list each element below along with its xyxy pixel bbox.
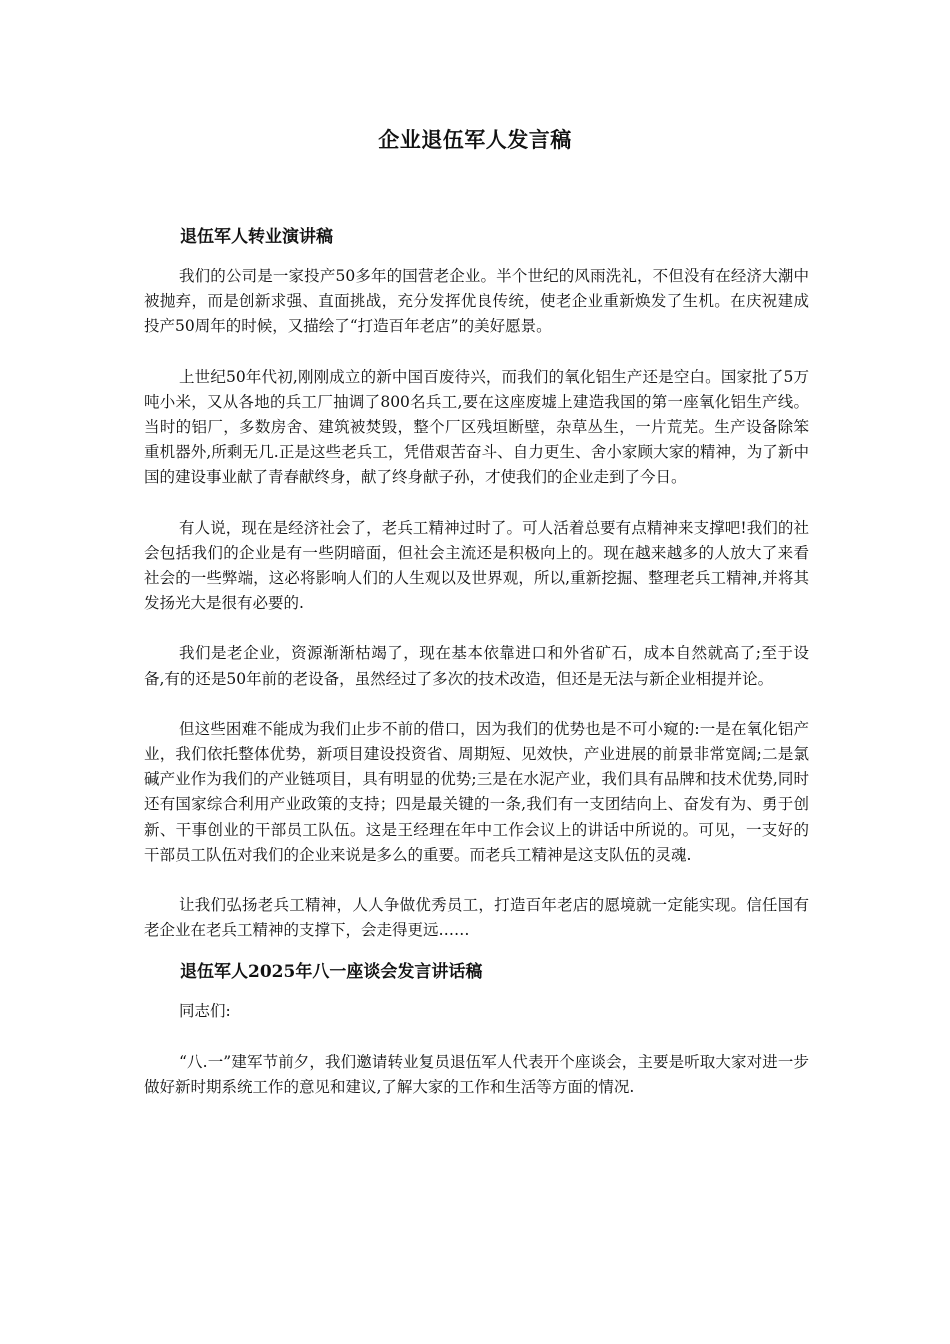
section-heading: 退伍军人2025年八一座谈会发言讲话稿 [180, 962, 483, 983]
paragraph: 但这些困难不能成为我们止步不前的借口，因为我们的优势也是不可小窥的:一是在氧化铝产业，我们依托整体优势，新项目建设投资省、周期短、见效快，产业进展的前景非常宽阔;二是氯碱产业作为我们的产业链项目，具有明显的优势;三是在水泥产业，我们具有品牌和技术优势,同时还有国家综合利用产业政策的支持；四是最关键的一条,我们有一支团结向上、奋发有为、勇于创新、干事创业的干部员工队伍。这是王经理在年中工作会议上的讲话中所说的。可见，一支好的干部员工队伍对我们的企业来说是多么的重要。而老兵工精神是这支队伍的灵魂. [144, 719, 809, 864]
paragraph: 我们的公司是一家投产50多年的国营老企业。半个世纪的风雨洗礼，不但没有在经济大潮中被抛弃，而是创新求强、直面挑战，充分发挥优良传统，使老企业重新焕发了生机。在庆祝建成投产50周年的时候，又描绘了“打造百年老店”的美好愿景。 [144, 267, 809, 336]
paragraph: 我们是老企业，资源渐渐枯竭了，现在基本依靠进口和外省矿石，成本自然就高了;至于设备,有的还是50年前的老设备，虽然经过了多次的技术改造，但还是无法与新企业相提并论。 [144, 644, 809, 688]
document-body [144, 224, 809, 1125]
section-heading: 退伍军人转业演讲稿 [180, 227, 333, 247]
paragraph: 有人说，现在是经济社会了，老兵工精神过时了。可人活着总要有点精神来支撑吧!我们的社会包括我们的企业是有一些阴暗面，但社会主流还是积极向上的。现在越来越多的人放大了来看社会的一些弊端，这必将影响人们的人生观以及世界观，所以,重新挖掘、整理老兵工精神,并将其发扬光大是很有必要的. [144, 518, 809, 613]
paragraph: 上世纪50年代初,刚刚成立的新中国百废待兴，而我们的氧化铝生产还是空白。国家批了5万吨小米，又从各地的兵工厂抽调了800名兵工,要在这座废墟上建造我国的第一座氧化铝生产线。当时的铝厂，多数房舍、建筑被焚毁，整个厂区残垣断壁，杂草丛生，一片荒芜。生产设备除笨重机器外,所剩无几.正是这些老兵工，凭借艰苦奋斗、自力更生、舍小家顾大家的精神，为了新中国的建设事业献了青春献终身，献了终身献子孙，才使我们的企业走到了今日。 [144, 367, 809, 487]
paragraph: 让我们弘扬老兵工精神，人人争做优秀员工，打造百年老店的愿境就一定能实现。信任国有老企业在老兵工精神的支撑下，会走得更远…… [144, 896, 809, 940]
paragraph: “八.一”建军节前夕，我们邀请转业复员退伍军人代表开个座谈会，主要是听取大家对进一步做好新时期系统工作的意见和建议,了解大家的工作和生活等方面的情况. [144, 1052, 809, 1096]
document-title: 企业退伍军人发言稿 [378, 127, 572, 152]
salutation: 同志们: [179, 1002, 231, 1021]
